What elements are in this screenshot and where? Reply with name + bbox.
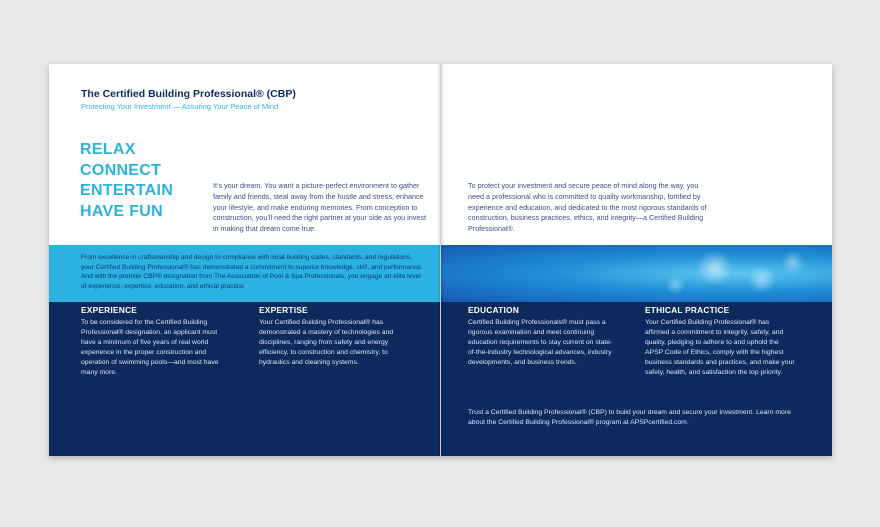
brochure-spread bbox=[49, 64, 832, 456]
experience-text: To be considered for the Certified Building Professional® designation, an applicant must have a minimum of five years of real world experience in the proper construction and operation of swimming pools—and most have many more. bbox=[81, 319, 219, 376]
ethical-practice-section bbox=[645, 305, 795, 377]
experience-section bbox=[81, 305, 231, 377]
intro-left-paragraph: It’s your dream. You want a picture-perfect environment to gather family and friends, steal away from the hustle and stress, enhance your lifestyle, and make enduring memories. From conception to construction, you’ll need the right partner at your side as you invest in making that dream come true. bbox=[213, 181, 426, 234]
expertise-text: Your Certified Building Professional® has demonstrated a mastery of technologies and disciplines, ranging from safety and energy efficiency, to construction and chemistry, to hydraulics and cleaning systems. bbox=[259, 319, 394, 366]
water-image-band bbox=[441, 245, 832, 302]
ethical-practice-text: Your Certified Building Professional® has affirmed a commitment to integrity, safety, and quality, pledging to adhere to and uphold the APSP Code of Ethics, comply with the highest business standards and practices, and make your safety, health, and satisfaction the top priority. bbox=[645, 319, 795, 376]
left-page bbox=[49, 64, 440, 456]
right-page bbox=[441, 64, 832, 456]
expertise-section bbox=[259, 305, 409, 368]
headline bbox=[80, 140, 173, 222]
education-heading: EDUCATION bbox=[468, 305, 519, 315]
brochure-subtitle: Protecting Your Investment — Assuring Your Peace of Mind bbox=[81, 102, 279, 111]
expertise-heading: EXPERTISE bbox=[259, 305, 308, 315]
page-fold bbox=[438, 64, 444, 456]
headline-connect: CONNECT bbox=[80, 161, 162, 179]
experience-heading: EXPERIENCE bbox=[81, 305, 137, 315]
headline-entertain: ENTERTAIN bbox=[80, 182, 174, 199]
intro-right-paragraph: To protect your investment and secure peace of mind along the way, you need a professional who is committed to quality workmanship, fortified by experience and education, and dedicated to the most rigorous standards of construction, business practices, ethics, and integrity—a Certified Building Professional®. bbox=[468, 181, 707, 234]
trust-paragraph: Trust a Certified Building Professional® (CBP) to build your dream and secure your investment. Learn more about the Certified Building Professional® program at APSPcertified.com. bbox=[468, 409, 791, 426]
education-text: Certified Building Professionals® must pass a rigorous examination and meet continuing education requirements to stay current on state-of-the-industry technological advances, industry developments, and business trends. bbox=[468, 319, 613, 366]
brochure-title: The Certified Building Professional® (CBP) bbox=[81, 88, 296, 100]
headline-relax: RELAX bbox=[80, 141, 136, 158]
band-paragraph: From excellence in craftsmanship and design to compliance with local building codes, standards, and regulations, your Certified Building Professional® has demonstrated a commitment to superior knowledge, skill, and performance. And with the premier CBP® designation from The Association of Pool & Spa Professionals, you engage an elite level of experience, expertise, education, and ethical practice. bbox=[81, 254, 423, 290]
education-section bbox=[468, 305, 618, 368]
ethical-practice-heading: ETHICAL PRACTICE bbox=[645, 305, 730, 315]
headline-have-fun: HAVE FUN bbox=[80, 202, 163, 220]
